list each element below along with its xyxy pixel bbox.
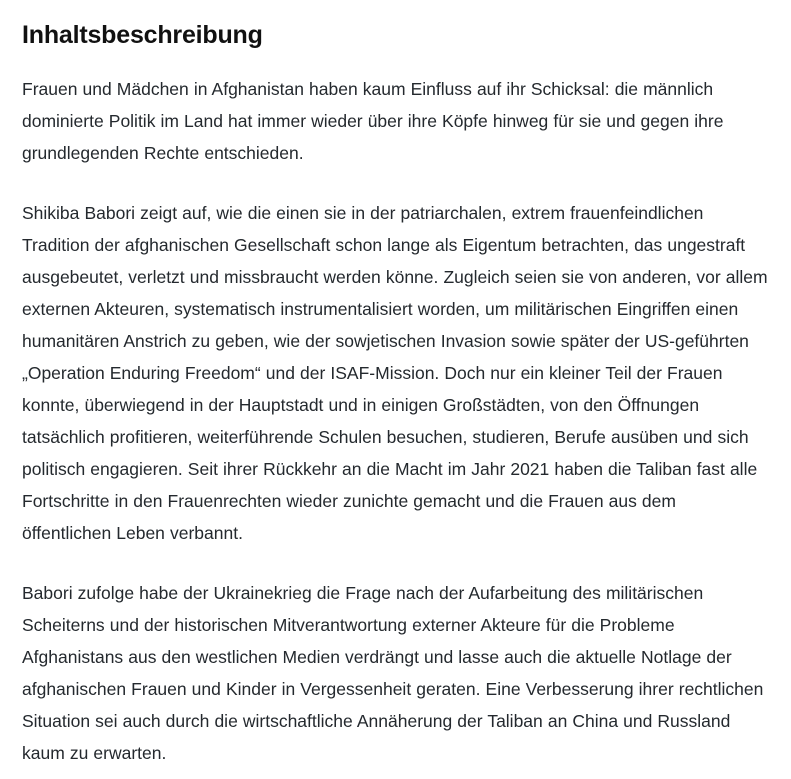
- page-title: Inhaltsbeschreibung: [22, 21, 263, 49]
- description-paragraph-1: Frauen und Mädchen in Afghanistan haben kaum Einfluss auf ihr Schicksal: die männlich dominierte Politik im Land hat immer wieder über ihre Köpfe hinweg für sie und gegen ihre grundlegenden Rechte entschieden.: [22, 79, 724, 164]
- description-paragraph-3: Babori zufolge habe der Ukrainekrieg die Frage nach der Aufarbeitung des militärischen Scheiterns und der historischen Mitverantwortung externer Akteure für die Probleme Afghanistans aus den westlichen Medien verdrängt und lasse auch die aktuelle Notlage der afghanischen Frauen und Kinder in Vergessenheit geraten. Eine Verbesserung ihrer rechtlichen Situation sei auch durch die wirtschaftliche Annäherung der Taliban an China und Russland kaum zu erwarten.: [22, 583, 764, 764]
- description-paragraph-2: Shikiba Babori zeigt auf, wie die einen sie in der patriarchalen, extrem frauenfeindlichen Tradition der afghanischen Gesellschaft schon lange als Eigentum betrachten, das ungestraft ausgebeutet, verletzt und missbraucht werden könne. Zugleich seien sie von anderen, vor allem externen Akteuren, systematisch instrumentalisiert worden, um militärischen Eingriffen einen humanitären Anstrich zu geben, wie der sowjetischen Invasion sowie später der US-geführten „Operation Enduring Freedom“ und der ISAF-Mission. Doch nur ein kleiner Teil der Frauen konnte, überwiegend in der Hauptstadt und in einigen Großstädten, von den Öffnungen tatsächlich profitieren, weiterführende Schulen besuchen, studieren, Berufe ausüben und sich politisch engagieren. Seit ihrer Rückkehr an die Macht im Jahr 2021 haben die Taliban fast alle Fortschritte in den Frauenrechten wieder zunichte gemacht und die Frauen aus dem öffentlichen Leben verbannt.: [22, 203, 768, 544]
